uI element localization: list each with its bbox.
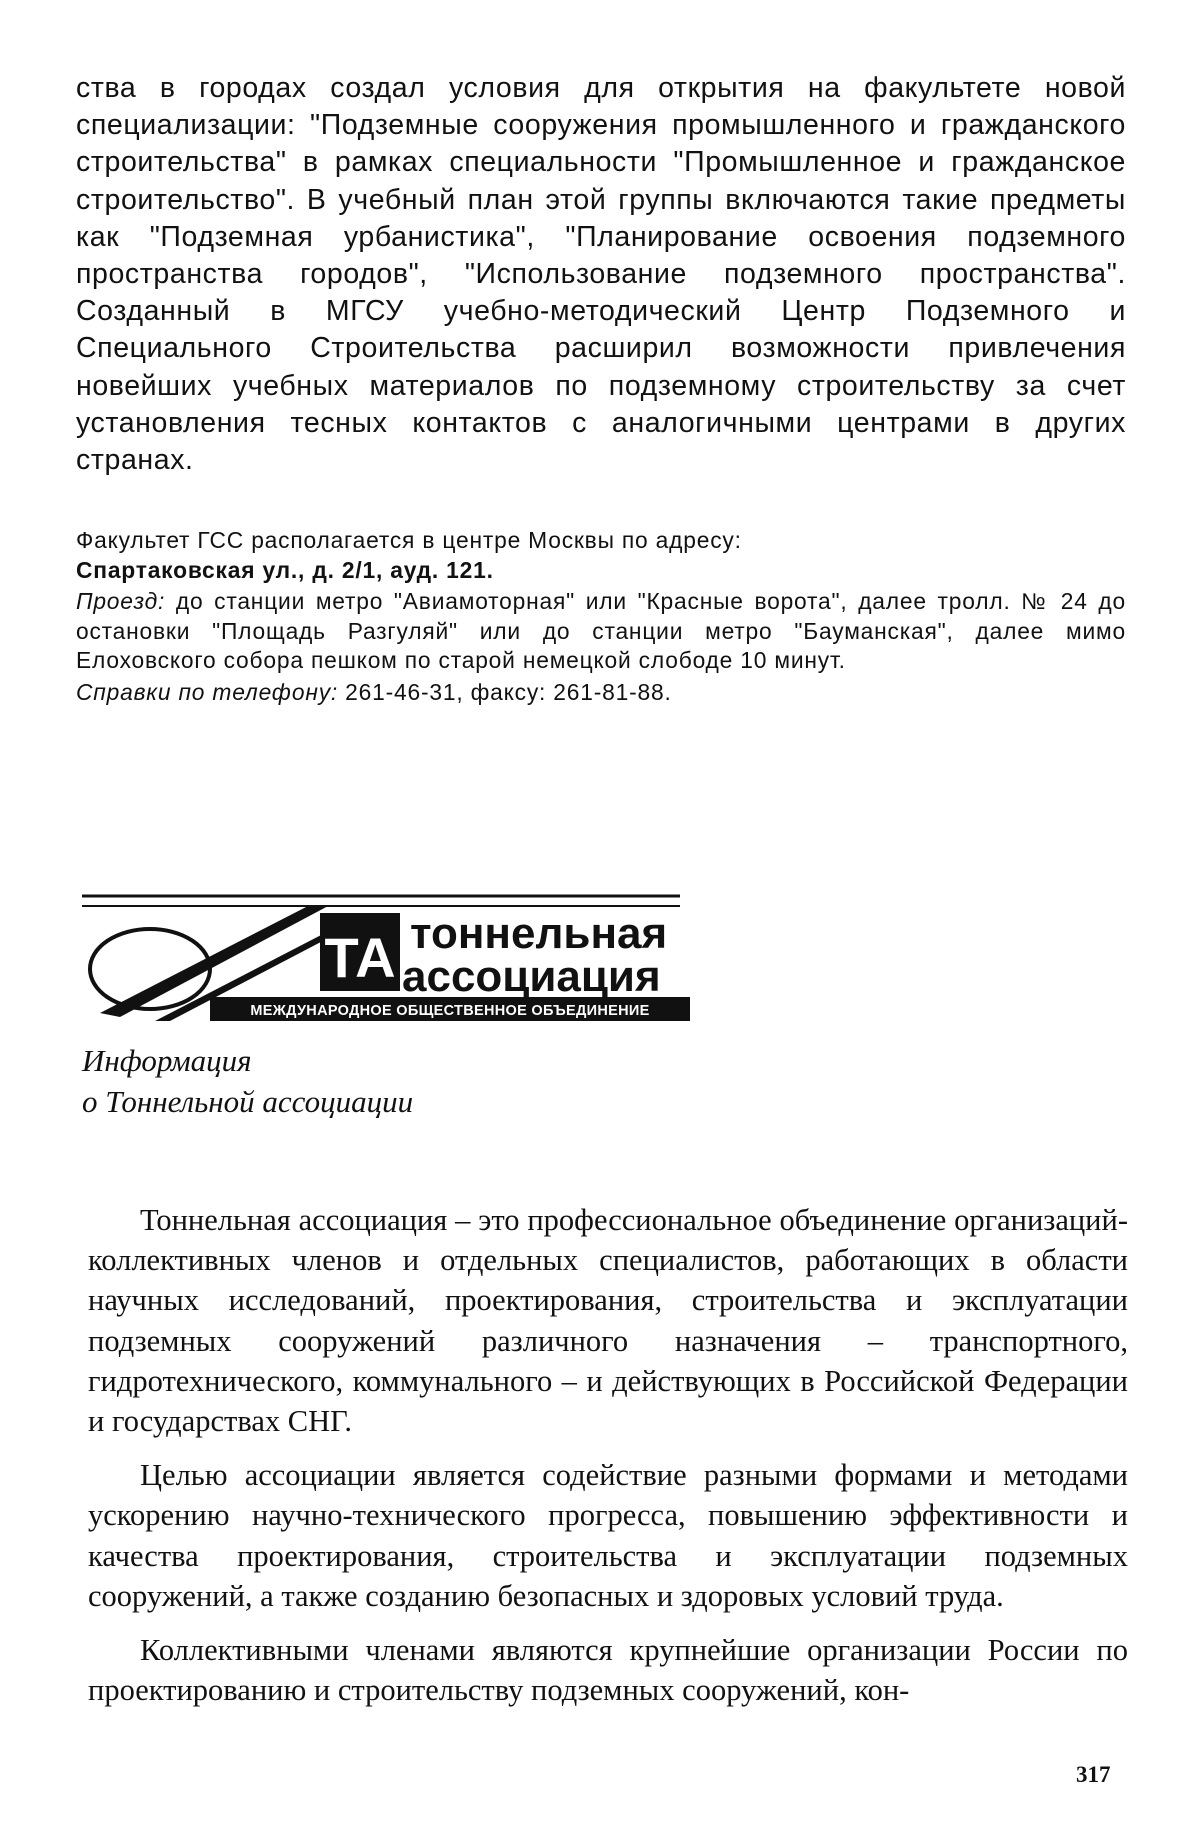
logo-line2: ассоциация: [402, 952, 661, 1001]
page-number: 317: [1076, 1762, 1111, 1787]
logo-mark: ТА: [324, 926, 396, 989]
phone-text: 261-46-31, факсу: 261-81-88.: [338, 678, 672, 705]
logo-line1: тоннельная: [410, 909, 668, 958]
phone-label: Справки по телефону:: [76, 678, 339, 705]
tunnel-association-logo: [80, 893, 700, 1025]
association-body: [88, 1200, 1128, 1724]
body-paragraph: Тоннельная ассоциация – это профессиональное объединение организаций-коллективных членов и отдельных специалистов, работающих в области научных исследований, проектирования, строительства и эксплуатации подземных сооружений различного назначения – транспортного, гидротехнического, коммунального – и действующих в Российской Федерации и государствах СНГ.: [88, 1203, 1128, 1439]
route-label: Проезд:: [76, 588, 166, 615]
body-paragraph: Целью ассоциации является содействие разными формами и методами ускорению научно-технического прогресса, повышению эффективности и качества проектирования, строительства и эксплуатации подземных сооружений, а также созданию безопасных и здоровых условий труда.: [88, 1458, 1128, 1613]
info-heading: [82, 1040, 413, 1122]
logo-band-text: МЕЖДУНАРОДНОЕ ОБЩЕСТВЕННОЕ ОБЪЕДИНЕНИЕ: [250, 1003, 650, 1019]
phone-info: [76, 678, 1126, 708]
info-heading-line2: о Тоннельной ассоциации: [82, 1084, 414, 1119]
body-paragraph: Коллективными членами являются крупнейшие организации России по проектированию и строительству подземных сооружений, кон-: [88, 1633, 1128, 1708]
info-heading-line1: Информация: [82, 1043, 252, 1078]
route-text: до станции метро "Авиамоторная" или "Красные ворота", далее тролл. № 24 до остановки "Площадь Разгуляй" или до станции метро "Бауманская", далее мимо Елоховского собора пешком по старой немецкой слободе 10 минут.: [76, 588, 1126, 674]
route-directions: [76, 587, 1126, 676]
street-address: Спартаковская ул., д. 2/1, ауд. 121.: [76, 556, 494, 583]
faculty-description: [76, 70, 1126, 479]
address-block: [76, 526, 1126, 708]
faculty-paragraph: ства в городах создал условия для открытия на факультете новой специализации: "Подземные сооружения промышленного и гражданского строительства" в рамках специальности "Промышленное и гражданское строительство". В учебный план этой группы включаются такие предметы как "Подземная урбанистика", "Планирование освоения подземного пространства городов", "Использование подземного пространства". Созданный в МГСУ учебно-методический Центр Подземного и Специального Строительства расширил возможности привлечения новейших учебных материалов по подземному строительству за счет установления тесных контактов с аналогичными центрами в других странах.: [76, 72, 1126, 477]
address-intro: Факультет ГСС располагается в центре Москвы по адресу:: [76, 527, 742, 553]
